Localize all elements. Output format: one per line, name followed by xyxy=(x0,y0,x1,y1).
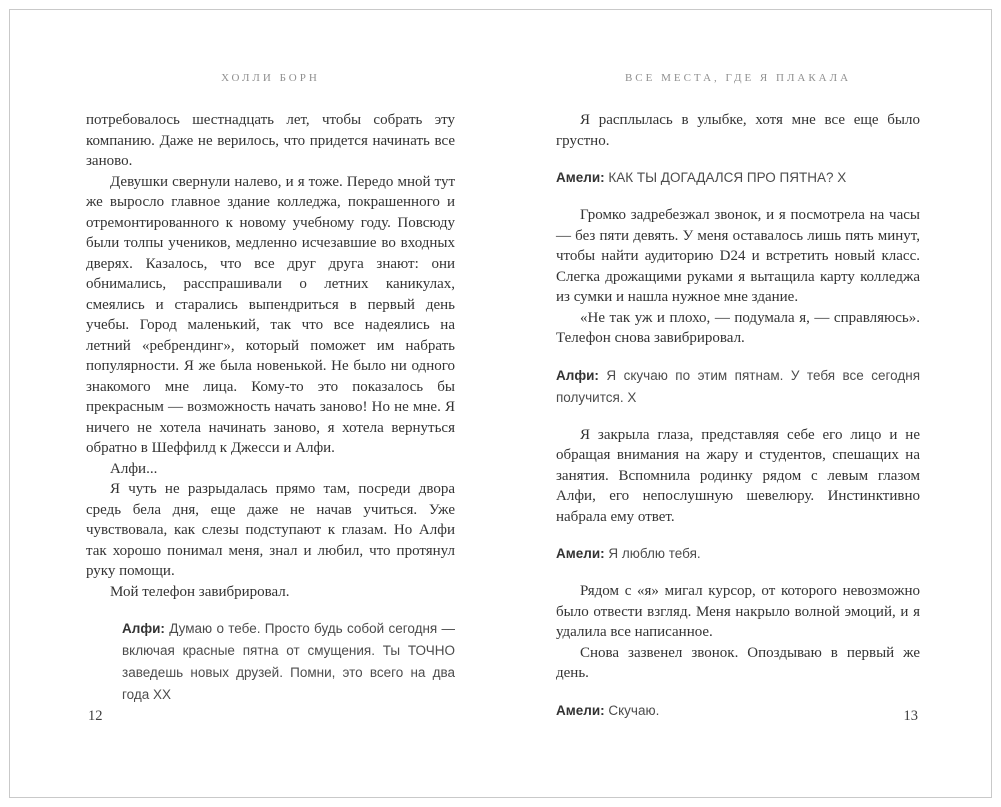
message-text: Думаю о тебе. Просто будь собой сегодня — включая красные пятна от смущения. Ты ТОЧНО заведешь новых друзей. Помни, это всего на два года ХХ xyxy=(122,621,455,702)
body-paragraph: Я закрыла глаза, представляя себе его лицо и не обращая внимания на жару и студентов, спешащих на занятия. Вспомнила родинку рядом с левым глазом Алфи, его непослушную шевелюру. Инстинктивно набрала ему ответ. xyxy=(556,426,920,525)
message-sender: Амели: xyxy=(556,170,609,185)
message-paragraph xyxy=(122,618,455,706)
running-header-author: ХОЛЛИ БОРН xyxy=(221,72,320,84)
message-text: Скучаю. xyxy=(608,702,660,718)
message-sender: Алфи: xyxy=(556,367,607,383)
running-header-title: ВСЕ МЕСТА, ГДЕ Я ПЛАКАЛА xyxy=(624,72,852,84)
left-page xyxy=(0,0,500,807)
message-paragraph xyxy=(556,167,920,189)
body-paragraph: Рядом с «я» мигал курсор, от которого невозможно было отвести взгляд. Меня накрыло волной эмоций, и я удалила все написанное. xyxy=(556,583,920,640)
body-paragraph: Мой телефон завибрировал. xyxy=(110,583,290,600)
body-paragraph: Снова зазвенел звонок. Опоздываю в первый же день. xyxy=(556,644,920,681)
message-text: КАК ТЫ ДОГАДАЛСЯ ПРО ПЯТНА? Х xyxy=(608,170,847,185)
body-paragraph: потребовалось шестнадцать лет, чтобы собрать эту компанию. Даже не верилось, что придется начинать все заново. xyxy=(86,112,455,169)
body-paragraph: Я чуть не разрыдалась прямо там, посреди двора средь бела дня, еще даже не начав учиться. Уже чувствовала, как слезы подступают к глазам. Но Алфи так хорошо понимал меня, знал и любил, что протянул руку помощи. xyxy=(86,481,455,579)
left-page-content xyxy=(86,110,455,706)
message-text: Я скучаю по этим пятнам. У тебя все сегодня получится. Х xyxy=(556,367,921,405)
body-paragraph: Девушки свернули налево, и я тоже. Передо мной тут же выросло главное здание колледжа, покрашенного и отремонтированного к новому учебному году. Повсюду были толпы учеников, медленно исчезавшие во входных дверях. Казалось, что все друг друга знают: они обнимались, расспрашивали о летних каникулах, смеялись и старались выпендриться в первый день учебы. Город маленький, так что все надеялись на летний «ребрендинг», который поможет им набрать популярности. Я же была новенькой. Не было ни одного знакомого мне лица. Кому-то это показалось бы прекрасным — возможность начать заново! Но не мне. Я ничего не хотела начинать заново, я хотела вернуться обратно в Шеффилд к Джесси и Алфи. xyxy=(86,173,455,456)
page-number: 13 xyxy=(903,708,918,724)
right-page-content xyxy=(556,110,920,722)
body-paragraph: Алфи... xyxy=(110,460,158,477)
message-sender: Алфи: xyxy=(122,621,170,636)
message-text: Я люблю тебя. xyxy=(608,546,701,561)
message-paragraph xyxy=(556,700,920,722)
page-number: 12 xyxy=(88,708,103,724)
body-paragraph: Громко задребезжал звонок, и я посмотрела на часы — без пяти девять. У меня оставалось лишь пять минут, чтобы найти аудиторию D24 и встретить новый класс. Слегка дрожащими руками я вытащила карту колледжа из сумки и нашла нужное мне здание. xyxy=(556,207,920,305)
body-paragraph: «Не так уж и плохо, — подумала я, — справляюсь». Телефон снова завибрировал. xyxy=(556,309,920,346)
body-paragraph: Я расплылась в улыбке, хотя мне все еще было грустно. xyxy=(556,112,920,149)
right-page xyxy=(500,0,1001,807)
message-paragraph xyxy=(556,543,920,565)
message-paragraph xyxy=(556,365,920,409)
message-sender: Амели: xyxy=(556,546,609,561)
message-sender: Амели: xyxy=(556,702,609,718)
